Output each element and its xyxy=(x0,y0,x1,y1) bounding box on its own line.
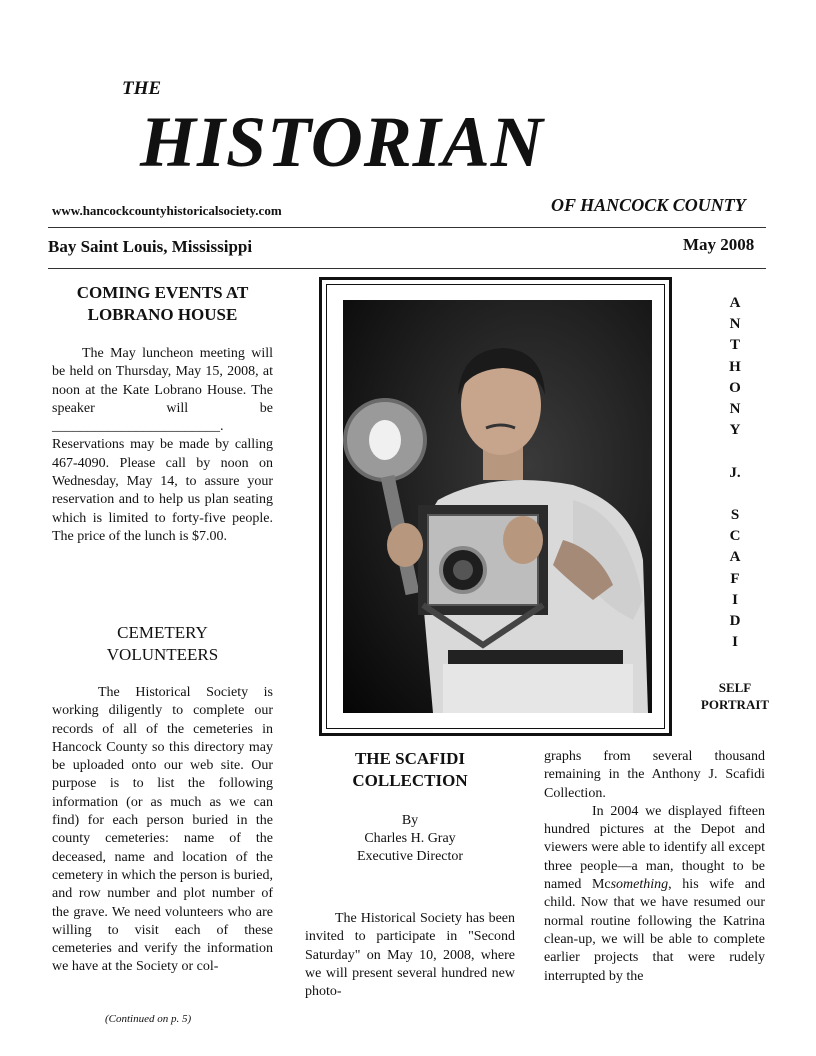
cemetery-heading-line1: CEMETERY xyxy=(117,623,208,642)
photo-caption-line2: PORTRAIT xyxy=(700,697,770,712)
article-heading-line2: COLLECTION xyxy=(352,771,468,790)
article-section xyxy=(305,748,515,1001)
vertical-letter: H xyxy=(729,358,741,375)
masthead-the: THE xyxy=(122,78,162,99)
vertical-letter xyxy=(722,441,748,462)
events-section xyxy=(52,282,273,546)
article-paragraph-2: graphs from several thousand remaining in the Anthony J. Scafidi Collection. xyxy=(544,749,765,801)
vertical-letter: D xyxy=(729,613,741,630)
vertical-letter: Y xyxy=(729,422,741,439)
vertical-letter xyxy=(722,484,748,505)
vertical-letter: N xyxy=(729,316,741,333)
article-byline-by: By xyxy=(401,813,419,828)
article-text-col3 xyxy=(544,748,765,986)
article-author-title: Executive Director xyxy=(356,849,464,864)
article-author: Charles H. Gray xyxy=(364,831,456,846)
vertical-letter: T xyxy=(729,337,740,354)
events-heading-line2: LOBRANO HOUSE xyxy=(87,305,238,324)
vertical-letter: C xyxy=(729,528,741,545)
photo-caption-line1: SELF xyxy=(718,680,752,695)
second-rule xyxy=(48,268,766,269)
article-text-col2 xyxy=(305,910,515,1001)
top-rule xyxy=(48,227,766,228)
masthead-title: HISTORIAN xyxy=(140,102,544,182)
cemetery-heading-line2: VOLUNTEERS xyxy=(106,645,219,664)
article-continuation xyxy=(544,748,765,986)
vertical-letter: F xyxy=(730,570,740,587)
events-heading-line1: COMING EVENTS AT xyxy=(76,283,249,302)
vertical-letter: S xyxy=(730,507,740,524)
issue-date: May 2008 xyxy=(683,235,755,254)
website-link[interactable]: www.hancockcountyhistoricalsociety.com xyxy=(52,203,282,218)
article-heading-line1: THE SCAFIDI xyxy=(354,749,466,768)
article-paragraph-1: The Historical Society has been invited to participate in "Second Saturday" on May 10, 2008, where we will present several hundred new photo- xyxy=(305,911,515,1000)
vertical-letter: A xyxy=(729,295,741,311)
photo-vertical-name xyxy=(722,293,748,653)
events-paragraph: The May luncheon meeting will be held on Thursday, May 15, 2008, at noon at the Kate Lobrano House. The speaker will be ________________________. Reservations may be made by calling 467-4090. Please call by noon on Wednesday, May 14, to assure your reservation and to help us plan seating which is limited to forty-five people. The price of the lunch is $7.00. xyxy=(52,346,273,544)
events-text xyxy=(52,345,273,546)
vertical-letter: I xyxy=(732,591,738,608)
cemetery-text xyxy=(52,684,273,977)
vertical-letter: A xyxy=(729,549,741,566)
portrait-illustration xyxy=(343,300,652,713)
cemetery-section xyxy=(52,622,273,977)
vertical-letter: J. xyxy=(729,464,741,481)
masthead-county: OF HANCOCK COUNTY xyxy=(551,195,746,215)
cemetery-paragraph: The Historical Society is working diligently to complete our records of all of the cemeteries in Hancock County so this directory may be uploaded onto our web site. Our purpose is to list the following information (or as much as we can find) for each person buried in the county cemeteries: name of the deceased, name and location of the cemetery in which the person is buried, and row number and plot number of the grave. We need volunteers who are willing to visit each of these cemeteries and verify the information we have at the Society or col- xyxy=(52,685,273,975)
vertical-letter: O xyxy=(729,379,741,396)
vertical-letter: I xyxy=(732,634,738,651)
article-paragraph-3-a: In 2004 we displayed fifteen hundred pictures at the Depot and viewers were able to identify all except three people—a man, thought to be named Mc xyxy=(544,803,765,893)
article-paragraph-3 xyxy=(544,803,765,986)
location: Bay Saint Louis, Mississippi xyxy=(48,237,253,256)
photographer-portrait-photo xyxy=(343,300,652,713)
article-paragraph-3-b: , his wife and child. Now that we have resumed our normal routine following the Katrina clean-up, we will be able to complete earlier projects that were rudely interrupted by the xyxy=(544,877,765,984)
continued-note: (Continued on p. 5) xyxy=(105,1013,192,1025)
article-paragraph-3-italic: something xyxy=(610,877,669,893)
photo-caption xyxy=(690,679,780,713)
vertical-letter: N xyxy=(729,401,741,418)
